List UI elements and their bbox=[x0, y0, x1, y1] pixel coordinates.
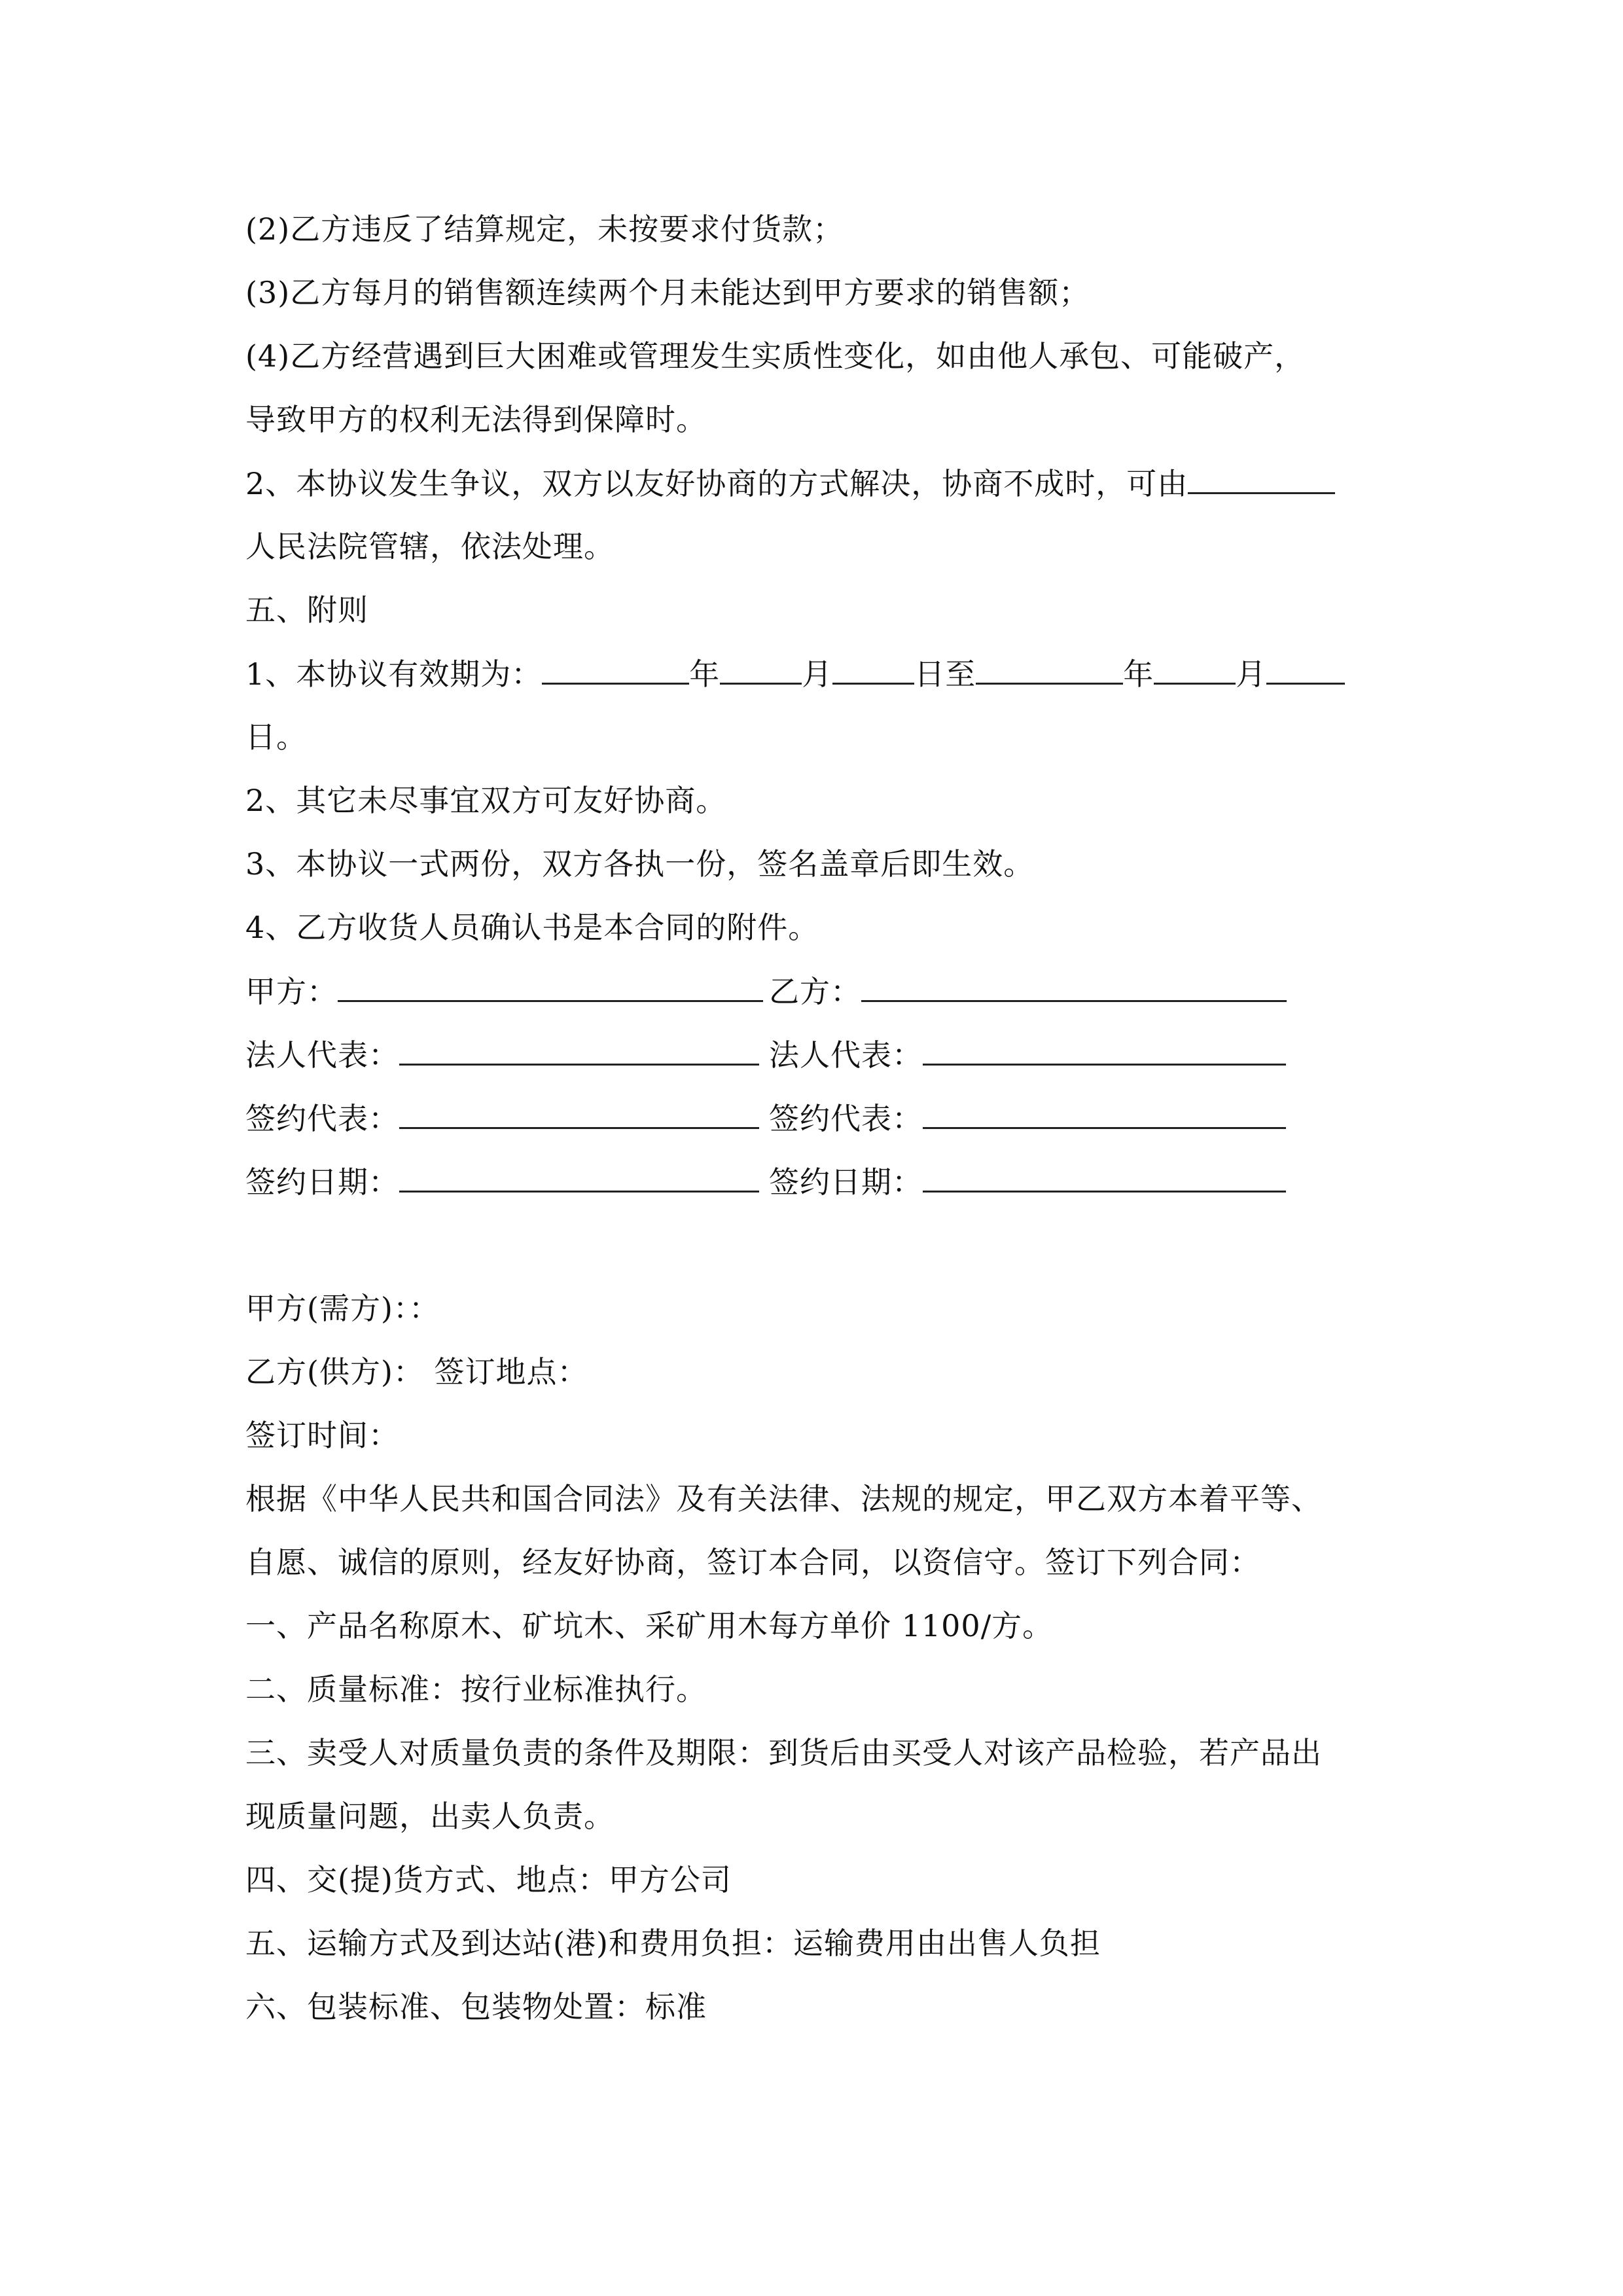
court-blank[interactable] bbox=[1188, 463, 1335, 494]
party-a-label: 甲方： bbox=[245, 974, 338, 1009]
signing-rep-b-label: 签约代表： bbox=[769, 1101, 923, 1136]
contract2-clause-6: 六、包装标准、包装物处置：标准 bbox=[245, 1989, 707, 2024]
contract2-intro-cont: 自愿、诚信的原则，经友好协商，签订本合同，以资信守。签订下列合同： bbox=[245, 1545, 1260, 1580]
item-2: 2、其它未尽事宜双方可友好协商。 bbox=[245, 783, 727, 818]
party-b-signature bbox=[769, 971, 1287, 1011]
signing-date-a-blank[interactable] bbox=[399, 1162, 759, 1193]
party-a-signature bbox=[245, 971, 763, 1011]
signing-date-a-label: 签约日期： bbox=[245, 1164, 399, 1200]
legal-rep-a-blank[interactable] bbox=[399, 1035, 759, 1066]
dispute-clause-cont: 人民法院管辖，依法处理。 bbox=[245, 529, 615, 564]
contract2-clause-4: 四、交(提)货方式、地点：甲方公司 bbox=[245, 1862, 732, 1897]
end-month-blank[interactable] bbox=[1154, 654, 1236, 685]
signing-date-b-blank[interactable] bbox=[923, 1162, 1286, 1193]
clause-item-4-cont: 导致甲方的权利无法得到保障时。 bbox=[245, 402, 707, 437]
validity-text: 1、本协议有效期为： bbox=[245, 656, 543, 692]
contract2-intro: 根据《中华人民共和国合同法》及有关法律、法规的规定，甲乙双方本着平等、 bbox=[245, 1481, 1322, 1516]
start-month-blank[interactable] bbox=[720, 654, 802, 685]
section-heading: 五、附则 bbox=[245, 592, 368, 628]
contract2-clause-1: 一、产品名称原木、矿坑木、采矿用木每方单价 1100/方。 bbox=[245, 1608, 1054, 1643]
contract2-party-b: 乙方(供方)： 签订地点： bbox=[245, 1354, 588, 1390]
start-year-blank[interactable] bbox=[542, 654, 689, 685]
year-label-2: 年 bbox=[1123, 656, 1154, 692]
signing-date-b-label: 签约日期： bbox=[769, 1164, 923, 1200]
clause-item-3: (3)乙方每月的销售额连续两个月未能达到甲方要求的销售额； bbox=[245, 275, 1090, 310]
contract2-sign-time: 签订时间： bbox=[245, 1418, 399, 1453]
dispute-text: 2、本协议发生争议，双方以友好协商的方式解决，协商不成时，可由 bbox=[245, 466, 1188, 501]
signing-date-b bbox=[769, 1162, 1286, 1202]
party-a-blank[interactable] bbox=[338, 971, 763, 1002]
month-label-2: 月 bbox=[1236, 656, 1267, 692]
validity-clause bbox=[245, 654, 1345, 694]
party-b-label: 乙方： bbox=[769, 974, 861, 1009]
contract2-clause-2: 二、质量标准：按行业标准执行。 bbox=[245, 1672, 707, 1707]
signing-rep-a-label: 签约代表： bbox=[245, 1101, 399, 1136]
contract2-clause-5: 五、运输方式及到达站(港)和费用负担：运输费用由出售人负担 bbox=[245, 1926, 1101, 1961]
end-day-blank[interactable] bbox=[1266, 654, 1345, 685]
item-3: 3、本协议一式两份，双方各执一份，签名盖章后即生效。 bbox=[245, 846, 1035, 882]
legal-rep-b bbox=[769, 1035, 1286, 1075]
signing-rep-b bbox=[769, 1098, 1286, 1138]
month-label: 月 bbox=[802, 656, 833, 692]
contract2-clause-3: 三、卖受人对质量负责的条件及期限：到货后由买受人对该产品检验，若产品出 bbox=[245, 1735, 1322, 1770]
signing-date-a bbox=[245, 1162, 759, 1202]
legal-rep-a-label: 法人代表： bbox=[245, 1037, 399, 1073]
item-4: 4、乙方收货人员确认书是本合同的附件。 bbox=[245, 910, 819, 945]
contract2-party-a: 甲方(需方)：： bbox=[245, 1291, 440, 1326]
signing-rep-b-blank[interactable] bbox=[923, 1098, 1286, 1129]
signing-rep-a bbox=[245, 1098, 759, 1138]
end-year-blank[interactable] bbox=[976, 654, 1123, 685]
legal-rep-b-blank[interactable] bbox=[923, 1035, 1286, 1066]
party-b-blank[interactable] bbox=[861, 971, 1287, 1002]
day-to-label: 日至 bbox=[914, 656, 976, 692]
dispute-clause bbox=[245, 463, 1335, 503]
legal-rep-a bbox=[245, 1035, 759, 1075]
clause-item-2: (2)乙方违反了结算规定，未按要求付货款； bbox=[245, 211, 844, 247]
start-day-blank[interactable] bbox=[832, 654, 914, 685]
year-label: 年 bbox=[689, 656, 721, 692]
contract2-clause-3-cont: 现质量问题，出卖人负责。 bbox=[245, 1799, 615, 1834]
signing-rep-a-blank[interactable] bbox=[399, 1098, 759, 1129]
clause-item-4: (4)乙方经营遇到巨大困难或管理发生实质性变化，如由他人承包、可能破产， bbox=[245, 338, 1306, 374]
legal-rep-b-label: 法人代表： bbox=[769, 1037, 923, 1073]
validity-day-end: 日。 bbox=[245, 719, 307, 755]
